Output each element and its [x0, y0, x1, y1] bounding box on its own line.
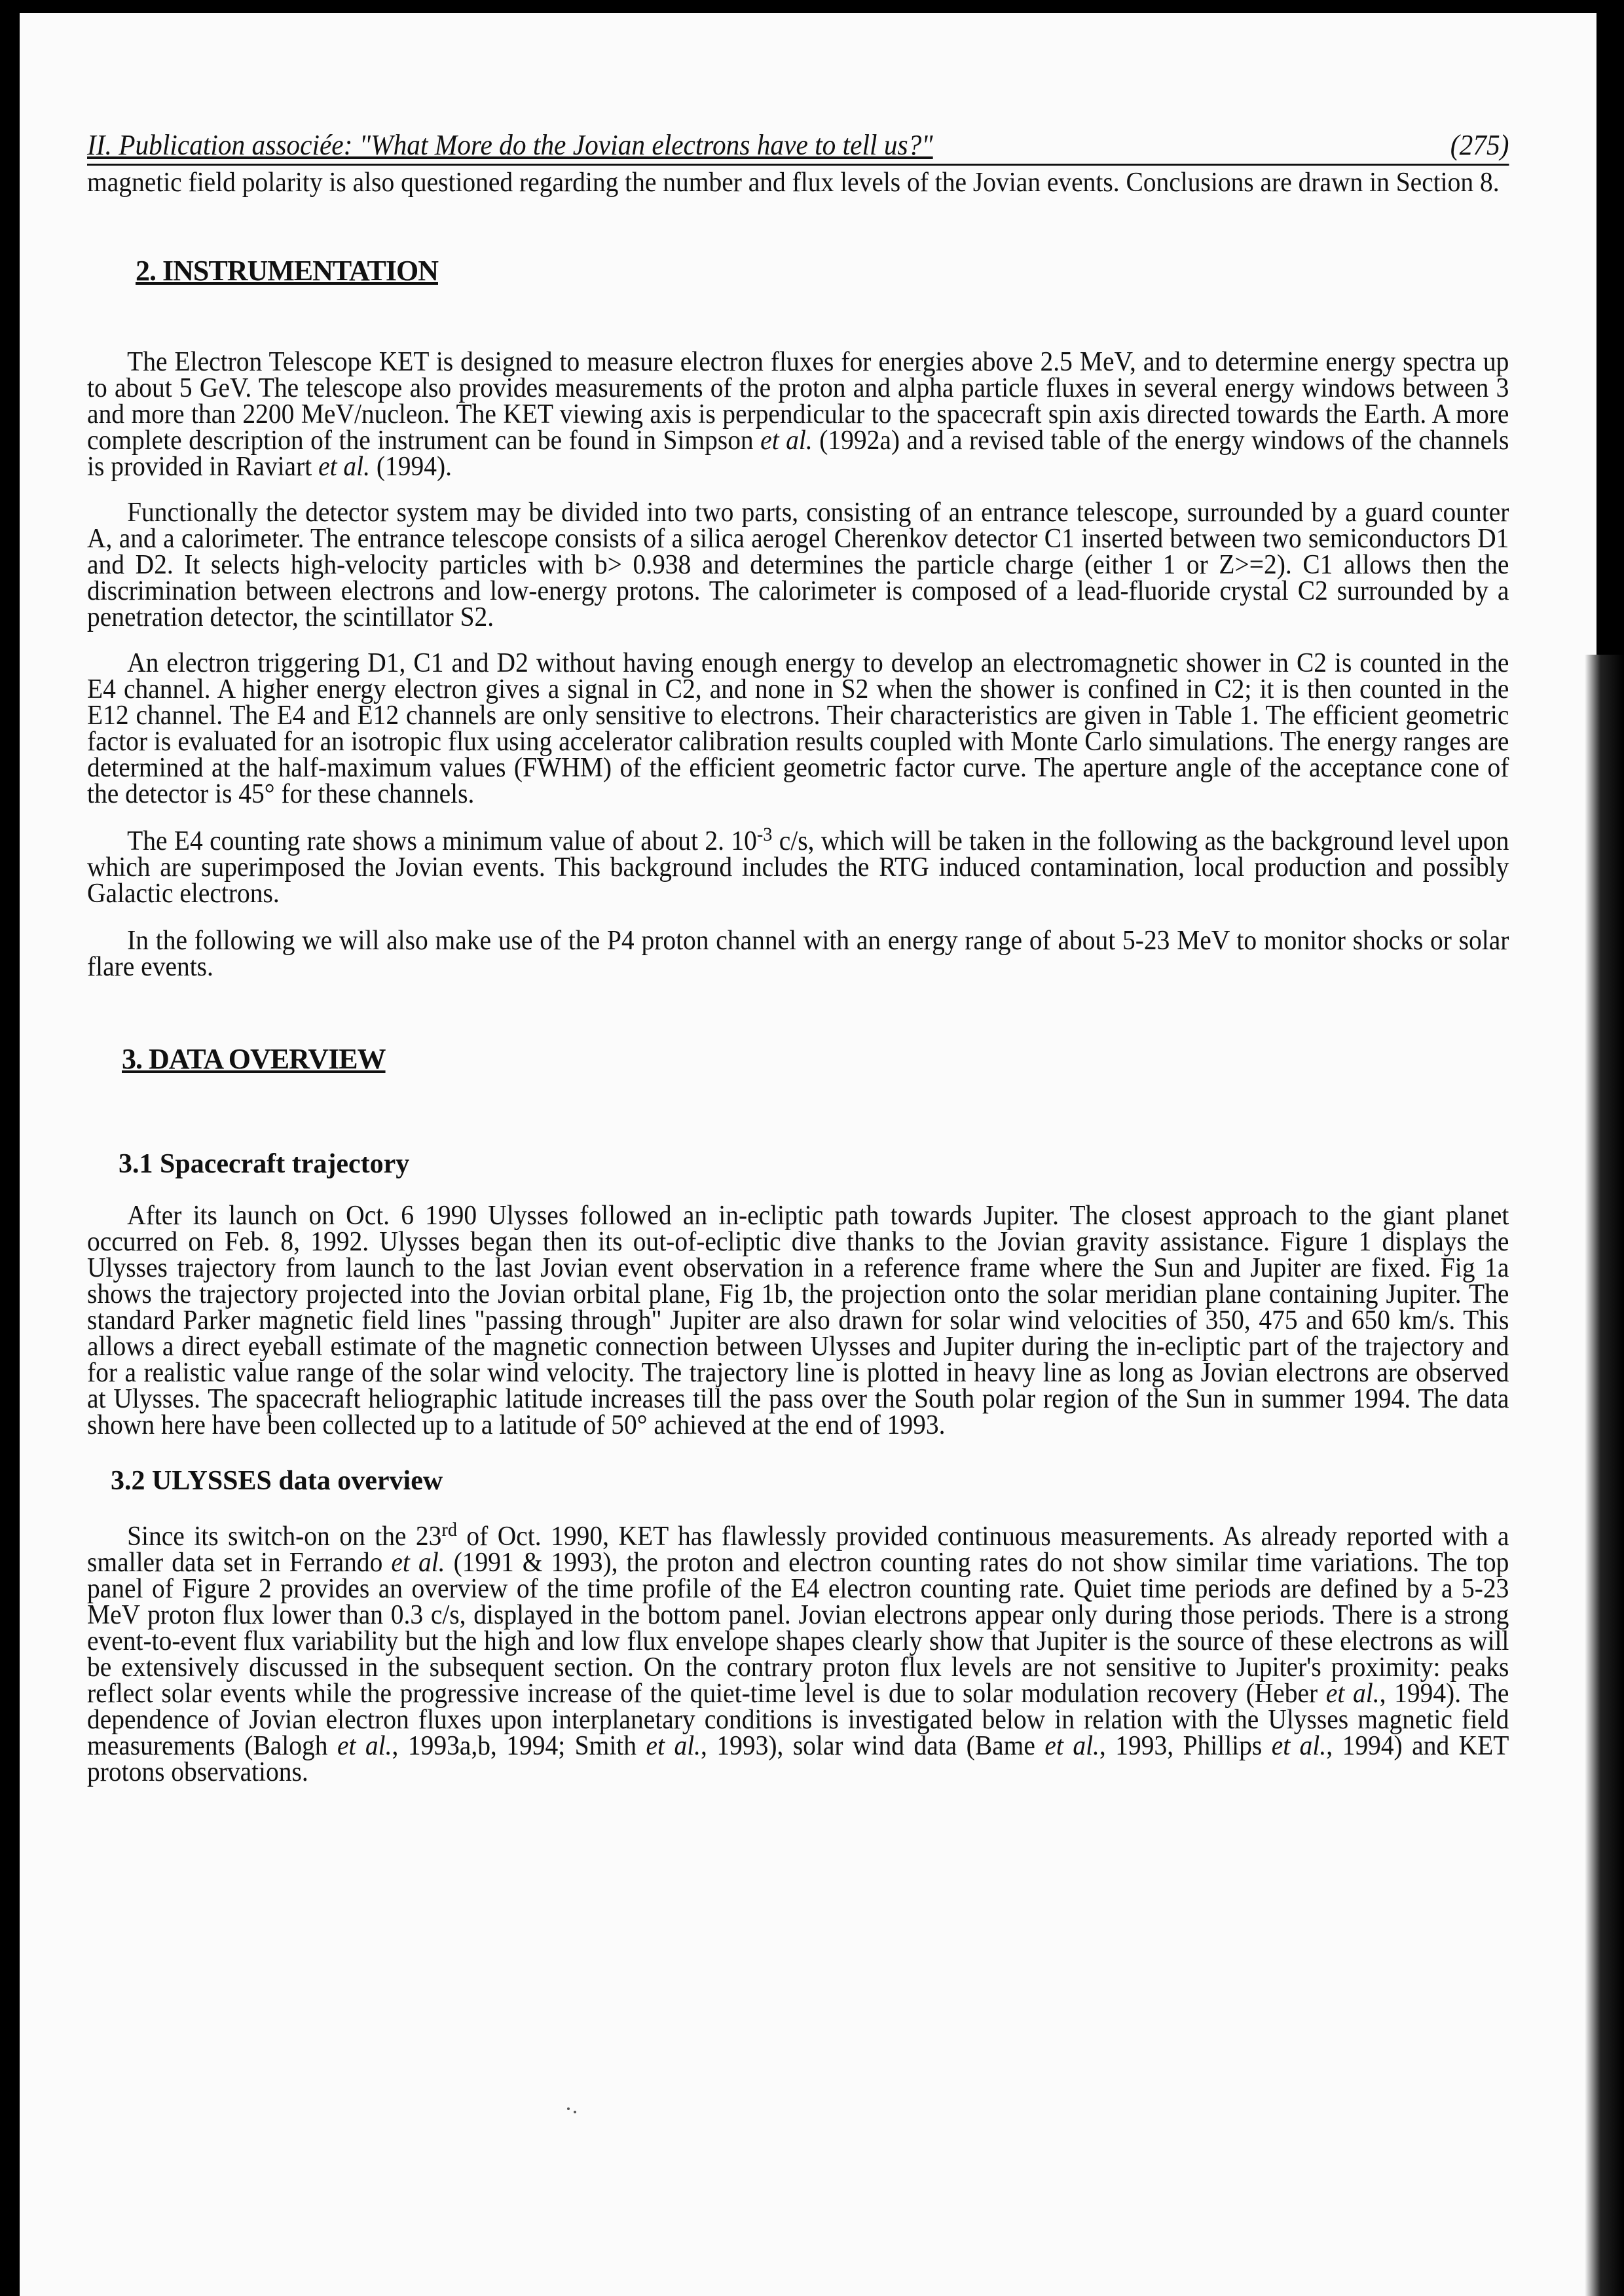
- section-heading-instrumentation: 2. INSTRUMENTATION: [136, 255, 438, 287]
- instrumentation-paragraph-5: In the following we will also make use of the P4 proton channel with an energy range of about 5-23 MeV to monitor shocks or solar flare events.: [87, 926, 1509, 982]
- page-content: [87, 128, 1508, 1785]
- trajectory-paragraph: After its launch on Oct. 6 1990 Ulysses followed an in-ecliptic path towards Jupiter. The closest approach to the giant planet occurred on Feb. 8, 1992. Ulysses began then its out-of-ecliptic dive thanks to the Jovian gravity assistance. Figure 1 displays the Ulysses trajectory from launch to the last Jovian event observation in a reference frame where the Sun and Jupiter are fixed. Fig 1a shows the trajectory projected into the Jovian orbital plane, Fig 1b, the projection onto the solar meridian plane containing Jupiter. The standard Parker magnetic field lines "passing through" Jupiter are also drawn for solar wind velocities of 350, 475 and 650 km/s. This allows a direct eyeball estimate of the magnetic connection between Ulysses and Jupiter during the in-ecliptic part of the trajectory and for a realistic value range of the solar wind velocity. The trajectory line is plotted in heavy line as long as Jovian electrons are observed at Ulysses. The spacecraft heliographic latitude increases till the pass over the South polar region of the Sun in summer 1994. The data shown here have been collected up to a latitude of 50° achieved at the end of 1993.: [87, 1201, 1509, 1440]
- section-heading-data-overview: 3. DATA OVERVIEW: [122, 1043, 386, 1075]
- intro-tail-paragraph: magnetic field polarity is also questioned regarding the number and flux levels of the Jovian events. Conclusions are drawn in Section 8.: [87, 168, 1500, 198]
- scan-speck: [567, 2107, 570, 2110]
- subsection-heading-trajectory: 3.1 Spacecraft trajectory: [119, 1149, 410, 1179]
- instrumentation-paragraph-1: The Electron Telescope KET is designed to measure electron fluxes for energies above 2.5 MeV, and to determine energy spectra up to about 5 GeV. The telescope also provides measurements of the proton and alpha particle fluxes in several energy windows between 3 and more than 2200 MeV/nucleon. The KET viewing axis is perpendicular to the spacecraft spin axis directed towards the Earth. A more complete description of the instrument can be found in Simpson et al. (1992a) and a revised table of the energy windows of the channels is provided in Raviart et al. (1994).: [87, 347, 1509, 482]
- scan-shadow: [1585, 655, 1624, 2296]
- instrumentation-paragraph-2: Functionally the detector system may be divided into two parts, consisting of an entrance telescope, surrounded by a guard counter A, and a calorimeter. The entrance telescope consists of a silica aerogel Cherenkov detector C1 inserted between two semiconductors D1 and D2. It selects high-velocity particles with b> 0.938 and determines the particle charge (either 1 or Z>=2). C1 allows then the discrimination between electrons and low-energy protons. The calorimeter is composed of a lead-fluoride crystal C2 surrounded by a penetration detector, the scintillator S2.: [87, 498, 1509, 632]
- page-number: (275): [1450, 129, 1509, 161]
- running-head-title: II. Publication associée: "What More do the Jovian electrons have to tell us?": [87, 129, 933, 161]
- instrumentation-paragraph-4: The E4 counting rate shows a minimum value of about 2. $10^{-3}$ c/s, which will be taken in the following as the background level upon which are superimposed the Jovian events. This background includes the RTG induced contamination, local production and possibly Galactic electrons.: [87, 824, 1509, 909]
- data-overview-paragraph: Since its switch-on on the 23rd of Oct. 1990, KET has flawlessly provided continuous measurements. As already reported with a smaller data set in Ferrando et al. (1991 & 1993), the proton and electron counting rates do not show similar time variations. The top panel of Figure 2 provides an overview of the time profile of the E4 electron counting rate. Quiet time periods are defined by a 5-23 MeV proton flux lower than 0.3 c/s, displayed in the bottom panel. Jovian electrons appear only during those periods. There is a strong event-to-event flux variability but the high and low flux envelope shapes clearly show that Jupiter is the source of these electrons as will be extensively discussed in the subsequent section. On the contrary proton flux levels are not sensitive to Jupiter's proximity: peaks reflect solar events while the progressive increase of the quiet-time level is due to solar modulation recovery (Heber et al., 1994). The dependence of Jovian electron fluxes upon interplanetary conditions is investigated below in relation with the Ulysses magnetic field measurements (Balogh et al., 1993a,b, 1994; Smith et al., 1993), solar wind data (Bame et al., 1993, Phillips et al., 1994) and KET protons observations.: [87, 1519, 1509, 1787]
- scan-speck: [574, 2111, 576, 2113]
- subsection-heading-data-overview: 3.2 ULYSSES data overview: [111, 1466, 443, 1496]
- instrumentation-paragraph-3: An electron triggering D1, C1 and D2 without having enough energy to develop an electromagnetic shower in C2 is counted in the E4 channel. A higher energy electron gives a signal in C2, and none in S2 when the shower is confined in C2; it is then counted in the E12 channel. The E4 and E12 channels are only sensitive to electrons. Their characteristics are given in Table 1. The efficient geometric factor is evaluated for an isotropic flux using accelerator calibration results coupled with Monte Carlo simulations. The energy ranges are determined at the half-maximum values (FWHM) of the efficient geometric factor curve. The aperture angle of the acceptance cone of the detector is 45° for these channels.: [87, 648, 1509, 809]
- running-head: [87, 128, 1509, 166]
